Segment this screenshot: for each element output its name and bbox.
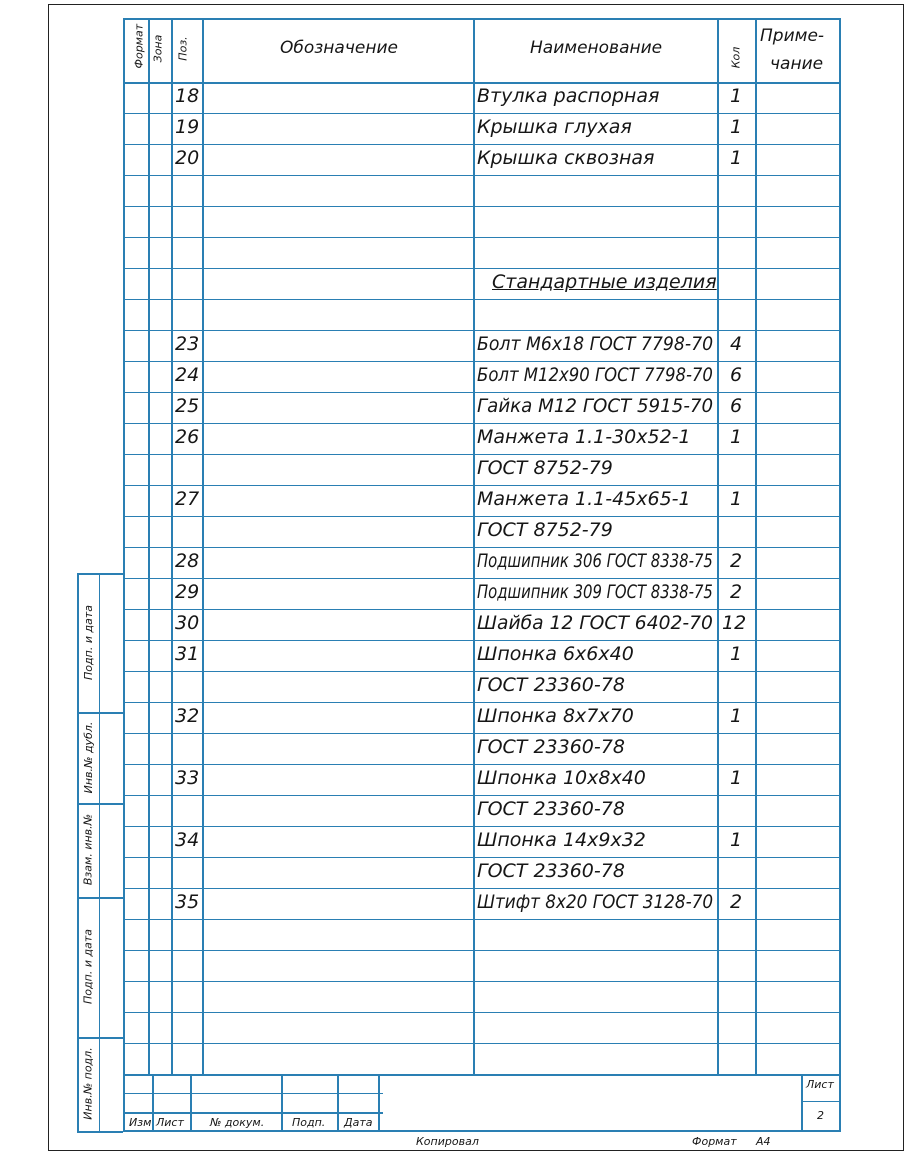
side-vzam-inv: Взам. инв.№: [81, 813, 95, 886]
row-name: Втулка распорная: [477, 85, 660, 107]
row-qty: 12: [722, 612, 747, 634]
header-format: Формат: [132, 23, 146, 69]
grid-line-h: [123, 392, 841, 393]
row-name: ГОСТ 8752-79: [477, 457, 613, 479]
grid-line-v: [152, 1074, 154, 1131]
row-name: ГОСТ 23360-78: [477, 674, 625, 696]
grid-line-h: [123, 113, 841, 114]
grid-line-h: [123, 857, 841, 858]
row-name: ГОСТ 8752-79: [477, 519, 613, 541]
row-pos: 31: [175, 643, 200, 665]
row-pos: 28: [175, 550, 200, 572]
header-zone: Зона: [151, 34, 165, 63]
row-qty: 1: [730, 85, 743, 107]
specification-frame: [123, 18, 841, 1132]
grid-line-h: [123, 950, 841, 951]
header-designation: Обозначение: [280, 38, 398, 58]
row-qty: 1: [730, 488, 743, 510]
row-qty: 6: [730, 395, 743, 417]
grid-line-h: [123, 144, 841, 145]
header-note-line2: чание: [770, 54, 824, 74]
row-qty: 1: [730, 426, 743, 448]
grid-line-h: [801, 1101, 841, 1102]
side-inv-podl: Инв.№ подл.: [81, 1047, 95, 1120]
grid-line-h: [123, 888, 841, 889]
title-list: Лист: [156, 1116, 184, 1129]
row-pos: 34: [175, 829, 200, 851]
grid-line-v: [281, 1074, 283, 1131]
grid-line-v: [99, 573, 100, 1131]
footer-format-label: Формат: [692, 1135, 737, 1148]
grid-line-h: [123, 981, 841, 982]
row-name: Подшипник 306 ГОСТ 8338-75: [477, 550, 713, 572]
row-pos: 18: [175, 85, 200, 107]
grid-line-h: [123, 423, 841, 424]
grid-line-v: [77, 573, 79, 1131]
grid-line-h: [123, 175, 841, 176]
grid-line-h: [77, 1131, 123, 1133]
row-name: ГОСТ 23360-78: [477, 736, 625, 758]
grid-line-h: [123, 826, 841, 827]
row-name: Болт М12х90 ГОСТ 7798-70: [477, 364, 713, 386]
grid-line-h: [123, 1074, 841, 1076]
title-izm: Изм: [129, 1116, 152, 1129]
grid-line-h: [123, 733, 841, 734]
title-podp: Подп.: [292, 1116, 326, 1129]
grid-line-h: [123, 702, 841, 703]
grid-line-v: [337, 1074, 339, 1131]
side-inv-dubl: Инв.№ дубл.: [81, 721, 95, 793]
row-pos: 29: [175, 581, 200, 603]
grid-line-v: [378, 1074, 380, 1131]
grid-line-h: [123, 361, 841, 362]
grid-line-h: [123, 1093, 383, 1094]
row-name: Шайба 12 ГОСТ 6402-70: [477, 612, 713, 634]
grid-line-h: [123, 1112, 383, 1114]
grid-line-h: [123, 547, 841, 548]
section-title: Стандартные изделия: [492, 271, 717, 293]
footer-copied: Копировал: [416, 1135, 479, 1148]
grid-line-h: [123, 237, 841, 238]
grid-line-h: [123, 299, 841, 300]
side-sign-date-bottom: Подп. и дата: [81, 929, 95, 1004]
row-qty: 1: [730, 643, 743, 665]
row-qty: 4: [730, 333, 743, 355]
row-name: Гайка М12 ГОСТ 5915-70: [477, 395, 714, 417]
row-pos: 24: [175, 364, 200, 386]
row-qty: 6: [730, 364, 743, 386]
title-sheet-no: 2: [817, 1109, 824, 1122]
title-doc-no: № докум.: [210, 1116, 265, 1129]
grid-line-h: [123, 516, 841, 517]
row-name: Шпонка 14х9х32: [477, 829, 646, 851]
grid-line-h: [123, 609, 841, 610]
row-pos: 33: [175, 767, 200, 789]
row-qty: 1: [730, 829, 743, 851]
row-pos: 23: [175, 333, 200, 355]
grid-line-h: [123, 330, 841, 331]
row-pos: 19: [175, 116, 200, 138]
row-name: ГОСТ 23360-78: [477, 798, 625, 820]
grid-line-h: [123, 268, 841, 269]
grid-line-h: [123, 578, 841, 579]
row-name: Манжета 1.1-30х52-1: [477, 426, 691, 448]
row-pos: 20: [175, 147, 200, 169]
row-qty: 1: [730, 147, 743, 169]
row-name: Крышка глухая: [477, 116, 632, 138]
row-name: Штифт 8х20 ГОСТ 3128-70: [477, 891, 714, 913]
header-name: Наименование: [530, 38, 663, 58]
header-pos: Поз.: [176, 36, 190, 61]
row-pos: 35: [175, 891, 200, 913]
side-sign-date-top: Подп. и дата: [81, 604, 95, 680]
row-name: Крышка сквозная: [477, 147, 655, 169]
grid-line-h: [123, 919, 841, 920]
row-name: Болт М6х18 ГОСТ 7798-70: [477, 333, 714, 355]
row-pos: 27: [175, 488, 200, 510]
grid-line-h: [123, 454, 841, 455]
row-name: Манжета 1.1-45х65-1: [477, 488, 691, 510]
row-pos: 26: [175, 426, 200, 448]
grid-line-h: [123, 1043, 841, 1044]
grid-line-v: [190, 1074, 192, 1131]
title-data: Дата: [344, 1116, 373, 1129]
grid-line-h: [123, 671, 841, 672]
row-pos: 30: [175, 612, 200, 634]
row-qty: 2: [730, 891, 743, 913]
row-qty: 1: [730, 705, 743, 727]
row-name: Шпонка 10х8х40: [477, 767, 646, 789]
grid-line-h: [123, 485, 841, 486]
row-pos: 25: [175, 395, 200, 417]
grid-line-v: [801, 1074, 803, 1131]
row-pos: 32: [175, 705, 200, 727]
grid-line-h: [123, 795, 841, 796]
row-name: Шпонка 6х6х40: [477, 643, 634, 665]
grid-line-h: [123, 764, 841, 765]
row-name: ГОСТ 23360-78: [477, 860, 625, 882]
row-qty: 2: [730, 550, 743, 572]
grid-line-h: [123, 82, 841, 84]
header-note-line1: Приме-: [760, 26, 825, 46]
header-qty: Кол: [729, 46, 743, 69]
grid-line-h: [123, 206, 841, 207]
row-name: Подшипник 309 ГОСТ 8338-75: [477, 581, 713, 603]
grid-line-h: [123, 640, 841, 641]
row-qty: 1: [730, 116, 743, 138]
grid-line-h: [123, 1012, 841, 1013]
footer-format-value: А4: [756, 1135, 771, 1148]
row-name: Шпонка 8х7х70: [477, 705, 634, 727]
title-sheet-label: Лист: [806, 1078, 834, 1091]
row-qty: 2: [730, 581, 743, 603]
row-qty: 1: [730, 767, 743, 789]
